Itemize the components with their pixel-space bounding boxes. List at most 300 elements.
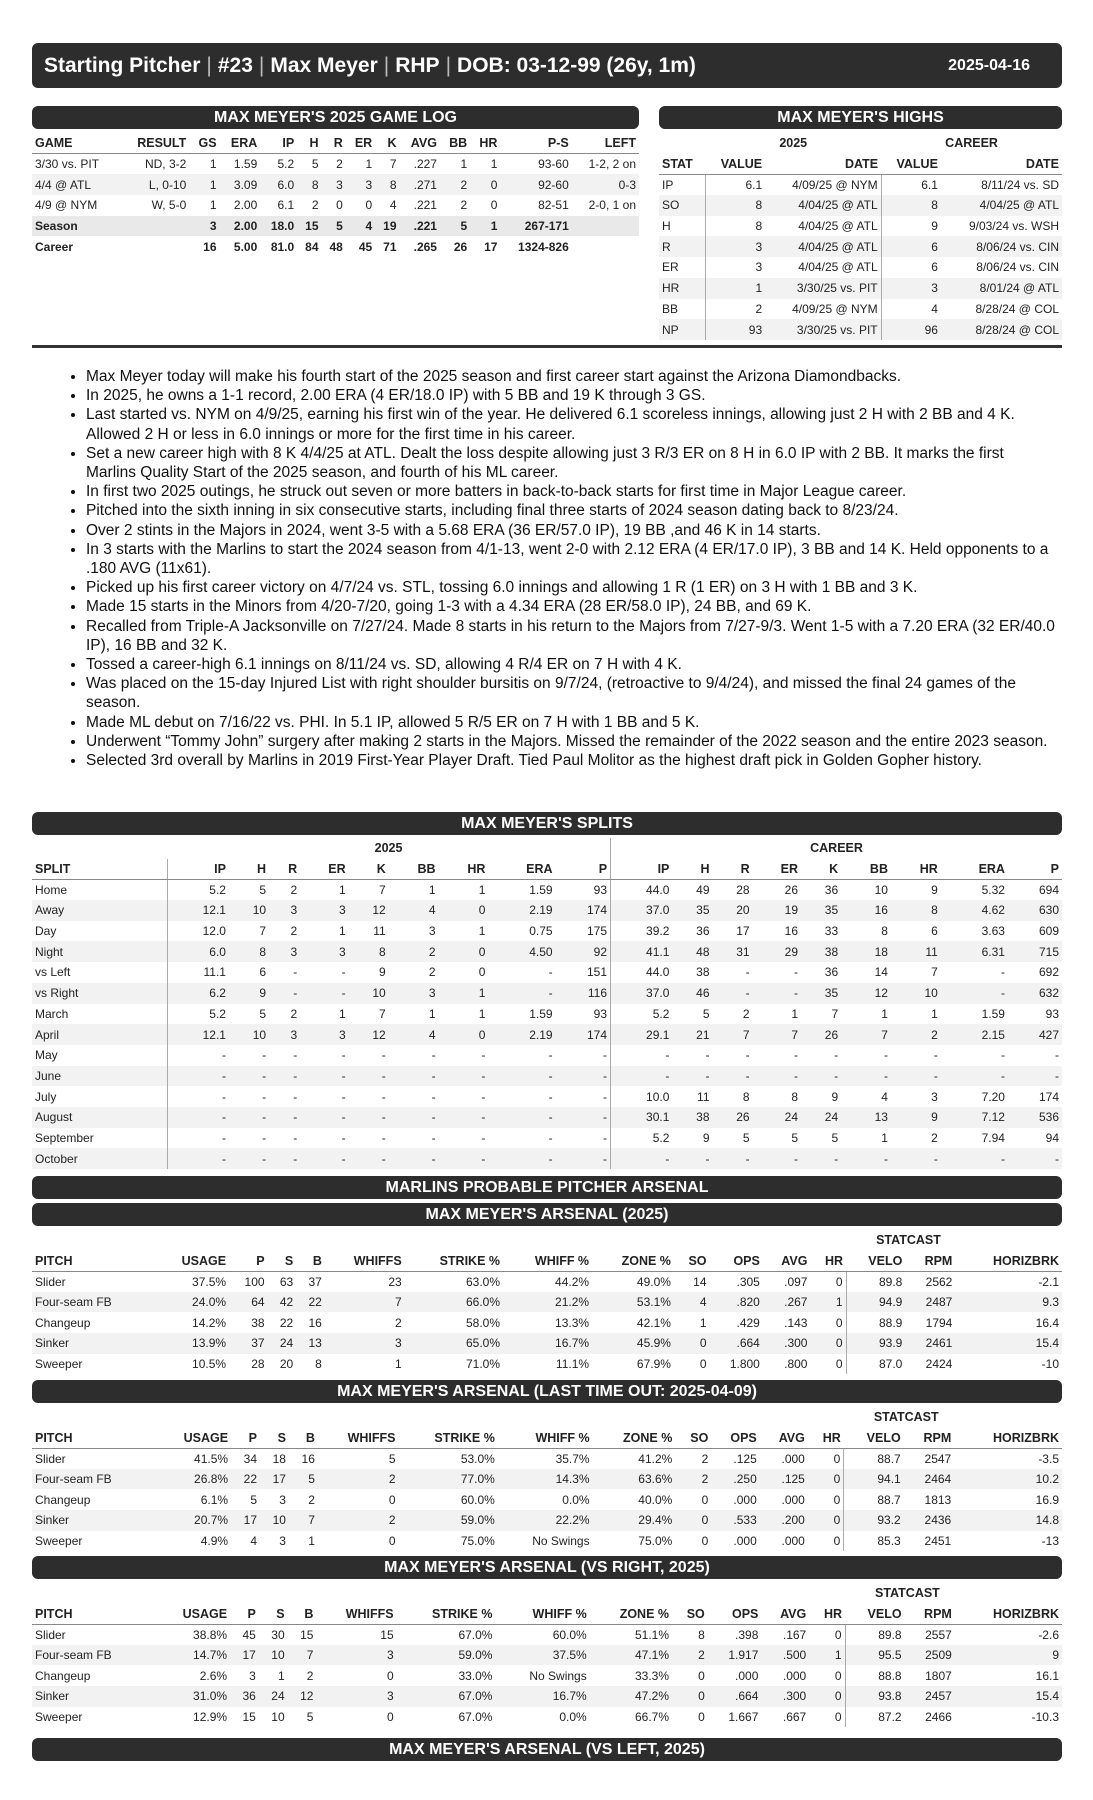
arsenal-col-header: HR <box>810 1251 846 1272</box>
arsenal-cell: Changeup <box>35 1315 91 1330</box>
splits-cell: 7 <box>931 965 938 980</box>
splits-cell: - <box>1000 1048 1005 1063</box>
splits-cell: 14 <box>874 965 888 980</box>
splits-col-header: ER <box>753 859 801 880</box>
arsenal-cell: 13.9% <box>154 1333 229 1354</box>
splits-col-header: H <box>672 859 712 880</box>
game-log-cell: 5.2 <box>277 157 295 172</box>
splits-cell: 29 <box>753 941 801 962</box>
arsenal-cell: .167 <box>782 1627 807 1642</box>
arsenal-cell: 2 <box>306 1668 314 1683</box>
splits-cell: 3 <box>300 1024 348 1045</box>
splits-cell: - <box>753 1066 801 1087</box>
arsenal-cell: .300 <box>763 1333 811 1354</box>
arsenal-cell: .250 <box>711 1469 759 1490</box>
arsenal-cell: 0 <box>833 1533 841 1548</box>
splits-cell: - <box>229 1107 269 1128</box>
game-log-cell: 1 <box>460 157 468 172</box>
arsenal-cell: 60.0% <box>552 1627 587 1642</box>
splits-cell: - <box>713 1148 753 1169</box>
arsenal-cell: 95.5 <box>845 1645 905 1666</box>
arsenal-row <box>32 1707 1062 1728</box>
arsenal-cell: 16 <box>301 1451 315 1466</box>
arsenal-cell: 100 <box>244 1274 265 1289</box>
splits-col-header: ER <box>300 859 348 880</box>
splits-cell: 2 <box>389 941 439 962</box>
splits-cell: August <box>32 1107 167 1128</box>
arsenal-cell: 3 <box>249 1668 256 1683</box>
game-log-cell: 5 <box>440 216 470 237</box>
arsenal-cell: 87.2 <box>845 1707 905 1728</box>
arsenal-cell: 37.5% <box>495 1645 589 1666</box>
arsenal-col-header: OPS <box>710 1251 763 1272</box>
game-log-cell: 84 <box>297 236 321 257</box>
game-log-col-header: P-S <box>500 133 571 154</box>
arsenal-col-header: WHIFFS <box>316 1604 396 1625</box>
arsenal-cell: Sweeper <box>35 1356 83 1371</box>
arsenal-cell: 0 <box>701 1492 709 1507</box>
splits-cell: 0 <box>439 900 489 921</box>
game-log-cell: 0-3 <box>572 174 639 195</box>
game-log-cell: 6.0 <box>260 174 297 195</box>
arsenal-cell: 14.3% <box>498 1469 593 1490</box>
splits-cell: 0 <box>478 965 486 980</box>
arsenal-cell: Slider <box>35 1274 66 1289</box>
highs-cell: ER <box>662 260 679 275</box>
arsenal-cell: 0 <box>835 1356 843 1371</box>
arsenal-cell: No Swings <box>532 1533 590 1548</box>
highs-cell: 8/28/24 @ COL <box>975 301 1059 316</box>
arsenal-cell: 2 <box>394 1315 402 1330</box>
splits-cell: 4.50 <box>488 941 555 962</box>
note-item: • In 2025, he owns a 1-1 record, 2.00 ERA (4 ER/18.0 IP) with 5 BB and 19 K through 3 GS. <box>86 386 1056 405</box>
arsenal-row <box>32 1645 1062 1666</box>
splits-cell: 12.1 <box>167 900 229 921</box>
game-log-cell: 3/30 vs. PIT <box>35 157 100 172</box>
splits-col-header: SPLIT <box>32 859 167 880</box>
highs-cell: 1 <box>705 278 765 299</box>
splits-cell: 3 <box>300 941 348 962</box>
arsenal-row <box>32 1624 1062 1645</box>
arsenal-cell: 0 <box>834 1627 842 1642</box>
highs-cell: 6 <box>881 257 941 278</box>
splits-cell: - <box>801 1066 841 1087</box>
arsenal-col-header: USAGE <box>156 1428 231 1449</box>
game-log-cell: Season <box>32 216 120 237</box>
splits-cell: - <box>481 1089 486 1104</box>
highs-cell: 9 <box>881 216 941 237</box>
arsenal-cell: 16 <box>308 1315 322 1330</box>
splits-cell: - <box>293 965 298 980</box>
arsenal-cell: 1 <box>809 1645 845 1666</box>
splits-cell: 8 <box>229 941 269 962</box>
arsenal-cell: 1813 <box>924 1492 952 1507</box>
splits-cell: 13 <box>841 1107 891 1128</box>
arsenal-cell: 0 <box>833 1492 841 1507</box>
splits-cell: - <box>488 1066 555 1087</box>
splits-cell: 41.1 <box>611 941 673 962</box>
splits-cell: - <box>745 965 750 980</box>
arsenal-cell: 58.0% <box>465 1315 500 1330</box>
arsenal-cell: 1794 <box>925 1315 953 1330</box>
arsenal-cell: 1 <box>277 1668 285 1683</box>
arsenal-cell: 8 <box>698 1627 705 1642</box>
game-log-cell: 15 <box>297 216 321 237</box>
splits-cell: 175 <box>587 924 608 939</box>
splits-cell: - <box>167 1086 229 1107</box>
splits-cell: 8 <box>881 924 888 939</box>
splits-cell: - <box>167 1107 229 1128</box>
splits-cell: 2.15 <box>941 1024 1008 1045</box>
game-log-cell: 1 <box>490 157 498 172</box>
arsenal-cell: 1.917 <box>708 1645 762 1666</box>
splits-cell: - <box>891 1148 941 1169</box>
arsenal-cell: 87.0 <box>846 1354 905 1375</box>
arsenal-cell: 66.0% <box>405 1292 503 1313</box>
arsenal-cell: 10.5% <box>192 1356 227 1371</box>
arsenal-table <box>32 1230 1062 1374</box>
arsenal-cell: 45.9% <box>592 1333 674 1354</box>
splits-cell: vs Right <box>32 983 167 1004</box>
arsenal-cell: 14.7% <box>155 1645 230 1666</box>
arsenal-cell: 23 <box>388 1274 402 1289</box>
highs-cell: IP <box>662 177 674 192</box>
highs-cell: 6 <box>881 236 941 257</box>
arsenal-cell: .125 <box>760 1469 808 1490</box>
splits-col-header: IP <box>611 859 673 880</box>
arsenal-cell: 0 <box>835 1315 843 1330</box>
arsenal-col-header: ZONE % <box>593 1428 676 1449</box>
splits-cell: 20 <box>713 900 753 921</box>
arsenal-cell: 67.0% <box>397 1686 496 1707</box>
game-log-season-row <box>32 216 639 237</box>
splits-cell: 8 <box>742 1089 750 1104</box>
highs-cell: 4/04/25 @ ATL <box>765 195 881 216</box>
note-item: • Was placed on the 15-day Injured List with right shoulder bursitis on 9/7/24, (retroactive to 9/4/24), and missed the final 24 games of the season. <box>86 674 1056 712</box>
splits-cell: 0 <box>439 941 489 962</box>
highs-cell: 3/30/25 vs. PIT <box>765 278 881 299</box>
splits-cell: 21 <box>672 1024 712 1045</box>
splits-cell: 16 <box>784 924 799 939</box>
highs-group-2025: 2025 <box>779 136 808 151</box>
arsenal-col-header: WHIFFS <box>318 1428 399 1449</box>
splits-cell: 1.59 <box>981 1006 1005 1021</box>
arsenal-cell: Sinker <box>32 1510 156 1531</box>
splits-cell: - <box>341 1130 346 1145</box>
arsenal-cell: 24 <box>259 1686 288 1707</box>
splits-cell: - <box>269 1148 300 1169</box>
note-item: • Set a new career high with 8 K 4/4/25 at ATL. Dealt the loss despite allowing just 3 R/3 ER on 8 H in 6.0 IP with 2 BB. It marks the first Marlins Quality Start of the 2025 season, and fourth of his ML career. <box>86 444 1056 482</box>
arsenal-col-header: S <box>260 1428 289 1449</box>
game-log-cell: 18.0 <box>260 216 297 237</box>
splits-cell: 35 <box>672 900 712 921</box>
header-throws: RHP <box>395 53 440 77</box>
arsenal-cell: 5 <box>250 1492 258 1507</box>
splits-cell: 2 <box>742 1006 750 1021</box>
splits-cell: July <box>35 1089 57 1104</box>
splits-cell: 2 <box>290 924 298 939</box>
game-log-col-header: K <box>375 133 399 154</box>
arsenal-cell: 2 <box>318 1510 399 1531</box>
arsenal-cell: -2.1 <box>1038 1274 1059 1289</box>
splits-cell: 3 <box>428 924 436 939</box>
arsenal-cell: .667 <box>782 1709 807 1724</box>
game-log-cell: 2 <box>440 174 470 195</box>
arsenal-cell: 20 <box>279 1356 294 1371</box>
arsenal-cell: -10 <box>1041 1356 1059 1371</box>
splits-cell: 12 <box>349 900 389 921</box>
arsenal-cell: .000 <box>781 1451 805 1466</box>
arsenal-cell: .820 <box>710 1292 763 1313</box>
splits-cell: - <box>481 1130 486 1145</box>
splits-col-header: H <box>229 859 269 880</box>
highs-cell: 4/04/25 @ ATL <box>765 236 881 257</box>
splits-cell: - <box>381 1130 386 1145</box>
arsenal-cell: 17 <box>260 1469 289 1490</box>
notes-list <box>66 367 1056 770</box>
arsenal-cell: 9.3 <box>955 1292 1062 1313</box>
game-log-cell: .221 <box>400 216 440 237</box>
arsenal-cell: .000 <box>733 1492 757 1507</box>
arsenal-cell: 22 <box>279 1315 294 1330</box>
splits-group-career: CAREER <box>611 838 1062 859</box>
game-log-col-header: ER <box>346 133 375 154</box>
splits-cell: 93 <box>593 882 608 897</box>
splits-cell: - <box>488 1148 555 1169</box>
splits-cell: 1 <box>428 1006 436 1021</box>
arsenal-cell: 21.2% <box>503 1292 592 1313</box>
splits-cell: May <box>35 1048 58 1063</box>
splits-cell: - <box>611 1148 673 1169</box>
splits-cell: 9 <box>379 965 386 980</box>
game-log-cell: 5 <box>322 216 346 237</box>
splits-cell: - <box>841 1066 891 1087</box>
arsenal-cell: Sweeper <box>35 1709 83 1724</box>
splits-cell: - <box>611 1045 673 1066</box>
splits-cell: - <box>941 1066 1008 1087</box>
splits-cell: 8 <box>791 1089 799 1104</box>
arsenal-cell: 0 <box>674 1333 710 1354</box>
splits-cell: - <box>603 1089 608 1104</box>
splits-cell: 7.94 <box>981 1130 1005 1145</box>
highs-col-header: DATE <box>765 154 881 175</box>
splits-cell: 39.2 <box>611 921 673 942</box>
arsenal-cell: 17 <box>230 1645 259 1666</box>
arsenal-cell: 49.0% <box>636 1274 671 1289</box>
statcast-label: STATCAST <box>873 1410 939 1425</box>
splits-cell: - <box>713 1066 753 1087</box>
splits-cell: vs Left <box>35 965 71 980</box>
splits-cell: 5.2 <box>611 1128 673 1149</box>
note-item: • Underwent “Tommy John” surgery after making 2 starts in the Majors. Missed the remainder of the 2022 season and the entire 2023 season. <box>86 732 1056 751</box>
splits-cell: September <box>35 1130 94 1145</box>
arsenal-cell: 2 <box>672 1645 708 1666</box>
splits-cell: 26 <box>784 882 799 897</box>
splits-cell: Away <box>32 900 167 921</box>
arsenal-col-header: AVG <box>761 1604 809 1625</box>
splits-cell: 5.2 <box>611 1004 673 1025</box>
arsenal-col-header: USAGE <box>155 1604 230 1625</box>
splits-cell: - <box>167 1045 229 1066</box>
splits-cell: - <box>431 1048 436 1063</box>
arsenal-cell: 41.5% <box>194 1451 229 1466</box>
arsenal-cell: 3 <box>325 1333 405 1354</box>
arsenal-col-header: P <box>231 1428 260 1449</box>
splits-cell: - <box>262 1130 267 1145</box>
arsenal-cell: 3 <box>316 1686 396 1707</box>
game-log-cell: 2.00 <box>220 216 261 237</box>
highs-cell: 6.1 <box>705 174 765 195</box>
arsenal-cell: 0 <box>808 1510 844 1531</box>
arsenal-cell: 89.8 <box>846 1271 905 1292</box>
splits-cell: 632 <box>1008 983 1062 1004</box>
splits-cell: - <box>713 983 753 1004</box>
arsenal-cell: 65.0% <box>405 1333 503 1354</box>
game-log-title: MAX MEYER'S 2025 GAME LOG <box>32 106 639 129</box>
arsenal-cell: 22.2% <box>498 1510 593 1531</box>
splits-cell: - <box>941 983 1008 1004</box>
arsenal-col-header: SO <box>675 1428 711 1449</box>
splits-cell: 9 <box>831 1089 839 1104</box>
arsenal-cell: Sinker <box>32 1686 155 1707</box>
game-log-cell: 4 <box>389 198 397 213</box>
splits-cell: June <box>32 1066 167 1087</box>
highs-cell: 4/09/25 @ NYM <box>792 301 878 316</box>
highs-cell: R <box>659 236 705 257</box>
splits-cell: 715 <box>1008 941 1062 962</box>
splits-cell: 1 <box>478 1006 486 1021</box>
splits-row <box>32 962 1062 983</box>
arsenal-cell: 26.8% <box>156 1469 231 1490</box>
splits-cell: - <box>269 1107 300 1128</box>
arsenal-cell: 17 <box>231 1510 260 1531</box>
arsenal-cell: 38 <box>251 1315 265 1330</box>
arsenal-cell: 93.8 <box>845 1686 905 1707</box>
splits-cell: - <box>672 1148 712 1169</box>
arsenal-cell: 94.1 <box>844 1469 904 1490</box>
arsenal-col-header: USAGE <box>154 1251 229 1272</box>
splits-cell: - <box>548 1089 553 1104</box>
arsenal-cell: 51.1% <box>634 1627 669 1642</box>
arsenal-cell: 2424 <box>925 1356 953 1371</box>
arsenal-col-header: S <box>268 1251 297 1272</box>
splits-cell: 1 <box>931 1006 938 1021</box>
splits-cell: 30.1 <box>611 1107 673 1128</box>
highs-cell: 3 <box>881 278 941 299</box>
splits-cell: 2 <box>290 1006 298 1021</box>
splits-cell: 8 <box>349 941 389 962</box>
arsenal-col-header: STRIKE % <box>399 1428 498 1449</box>
arsenal-cell: Slider <box>35 1451 66 1466</box>
arsenal-cell: 22 <box>296 1292 325 1313</box>
arsenal-cell: 2509 <box>905 1645 955 1666</box>
highs-cell: 8/01/24 @ ATL <box>941 278 1062 299</box>
game-log-cell: L, 0-10 <box>120 174 189 195</box>
arsenal-cell: 5 <box>289 1469 318 1490</box>
arsenal-cell: 20.7% <box>156 1510 231 1531</box>
arsenal-cell: Sweeper <box>35 1533 83 1548</box>
splits-cell: March <box>35 1006 69 1021</box>
arsenal-cell: 7 <box>289 1510 318 1531</box>
splits-cell: - <box>349 1148 389 1169</box>
splits-title: MAX MEYER'S SPLITS <box>32 812 1062 835</box>
splits-cell: 12.0 <box>167 921 229 942</box>
splits-cell: - <box>341 1048 346 1063</box>
highs-cell: 4/04/25 @ ATL <box>798 260 878 275</box>
highs-cell: 4 <box>881 299 941 320</box>
splits-cell: Night <box>32 941 167 962</box>
game-log-cell: 4/9 @ NYM <box>35 198 98 213</box>
game-log-cell: 1 <box>470 216 500 237</box>
splits-col-header: P <box>556 859 611 880</box>
game-log-cell: 0 <box>365 198 373 213</box>
arsenal-cell: 16.1 <box>1035 1668 1059 1683</box>
highs-cell: NP <box>659 319 705 340</box>
arsenal-row <box>32 1448 1062 1469</box>
arsenal-cell: 2457 <box>905 1686 955 1707</box>
game-log-cell: 71 <box>375 236 399 257</box>
arsenal-cell: 59.0% <box>397 1645 496 1666</box>
highs-cell: 2 <box>705 299 765 320</box>
splits-cell: 1.59 <box>529 882 553 897</box>
arsenal-cell: .000 <box>733 1533 757 1548</box>
splits-row <box>32 1004 1062 1025</box>
splits-col-header: BB <box>389 859 439 880</box>
arsenal-cell: Changeup <box>35 1492 91 1507</box>
arsenal-cell: 10 <box>259 1645 288 1666</box>
arsenal-cell: 37 <box>229 1333 268 1354</box>
arsenal-col-header: P <box>229 1251 268 1272</box>
splits-cell: - <box>933 1048 938 1063</box>
arsenal-cell: 28 <box>251 1356 265 1371</box>
splits-col-header: ERA <box>488 859 555 880</box>
arsenal-table <box>32 1583 1062 1727</box>
splits-cell: 151 <box>587 965 608 980</box>
arsenal-cell: 0 <box>809 1686 845 1707</box>
splits-table <box>32 838 1062 1169</box>
arsenal-cell: .143 <box>784 1315 808 1330</box>
splits-cell: 4 <box>389 900 439 921</box>
arsenal-cell: 2451 <box>924 1533 952 1548</box>
splits-cell: - <box>439 1066 489 1087</box>
note-item: • In first two 2025 outings, he struck out seven or more batters in back-to-back starts for first time in Major League career. <box>86 482 1056 501</box>
game-log-table <box>32 133 639 257</box>
arsenal-cell: 53.0% <box>460 1451 495 1466</box>
arsenal-cell: 0 <box>386 1668 394 1683</box>
highs-col-header: VALUE <box>705 154 765 175</box>
arsenal-col-header: HORIZBRK <box>954 1428 1062 1449</box>
arsenal-col-header: B <box>289 1428 318 1449</box>
splits-cell: - <box>341 1089 346 1104</box>
splits-row <box>32 1024 1062 1045</box>
splits-cell: 9 <box>931 882 938 897</box>
splits-cell: 5 <box>742 1130 750 1145</box>
arsenal-col-header: HORIZBRK <box>955 1251 1062 1272</box>
splits-cell: - <box>603 1048 608 1063</box>
game-log-cell: 0 <box>336 198 343 213</box>
arsenal-cell: 59.0% <box>399 1510 498 1531</box>
arsenal-cell: 14.8 <box>954 1510 1062 1531</box>
arsenal-row <box>32 1271 1062 1292</box>
splits-cell: 3 <box>269 900 300 921</box>
arsenal-cell: .097 <box>784 1274 808 1289</box>
splits-cell: - <box>262 1048 267 1063</box>
header-bar <box>32 43 1062 88</box>
arsenal-cell: 5 <box>388 1451 396 1466</box>
splits-cell: 7 <box>753 1024 801 1045</box>
highs-title: MAX MEYER'S HIGHS <box>659 106 1062 129</box>
splits-cell: 10 <box>229 1024 269 1045</box>
